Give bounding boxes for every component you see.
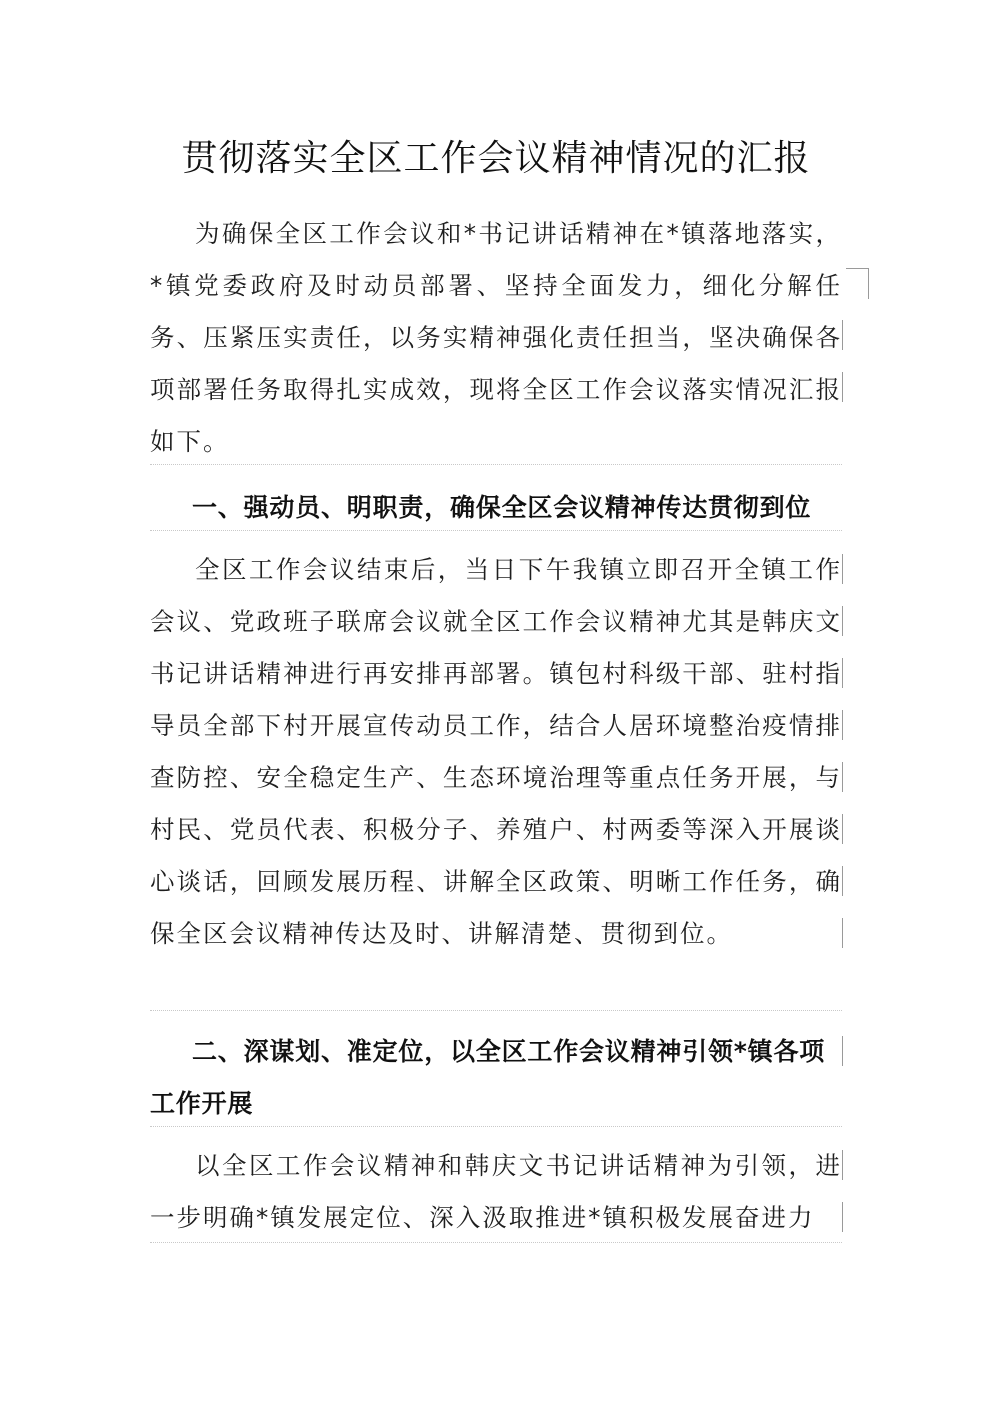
margin-line-mark: [842, 658, 843, 688]
margin-line-mark: [842, 918, 843, 948]
paragraph-divider: [150, 1010, 842, 1011]
section-2-heading: 二、深谋划、准定位，以全区工作会议精神引领*镇各项工作开展: [150, 1037, 826, 1118]
margin-line-mark: [842, 554, 843, 584]
paragraph-divider: [150, 530, 842, 531]
margin-line-mark: [842, 606, 843, 636]
paragraph-divider: [150, 1126, 842, 1127]
margin-line-mark: [842, 710, 843, 740]
margin-line-mark: [842, 1150, 843, 1180]
margin-line-mark: [842, 866, 843, 896]
intro-paragraph: 为确保全区工作会议和*书记讲话精神在*镇落地落实，*镇党委政府及时动员部署、坚持全面发力，细化分解任务、压紧压实责任，以务实精神强化责任担当，坚决确保各项部署任务取得扎实成效，现将全区工作会议落实情况汇报如下。: [150, 219, 842, 456]
margin-line-mark: [842, 1036, 843, 1066]
margin-line-mark: [842, 320, 843, 350]
paragraph-divider: [150, 1242, 842, 1243]
paragraph-divider: [150, 464, 842, 465]
margin-line-mark: [842, 814, 843, 844]
margin-line-mark: [842, 372, 843, 402]
margin-corner-mark: [846, 268, 869, 299]
section-1-body: 全区工作会议结束后，当日下午我镇立即召开全镇工作会议、党政班子联席会议就全区工作会议精神尤其是韩庆文书记讲话精神进行再安排再部署。镇包村科级干部、驻村指导员全部下村开展宣传动员工作，结合人居环境整治疫情排查防控、安全稳定生产、生态环境治理等重点任务开展，与村民、党员代表、积极分子、养殖户、村两委等深入开展谈心谈话，回顾发展历程、讲解全区政策、明晰工作任务，确保全区会议精神传达及时、讲解清楚、贯彻到位。: [150, 555, 842, 948]
section-1-heading: 一、强动员、明职责，确保全区会议精神传达贯彻到位: [192, 493, 812, 522]
margin-line-mark: [842, 762, 843, 792]
section-2-body: 以全区工作会议精神和韩庆文书记讲话精神为引领，进一步明确*镇发展定位、深入汲取推进*镇积极发展奋进力: [150, 1151, 842, 1232]
document-title: 贯彻落实全区工作会议精神情况的汇报: [181, 138, 811, 179]
margin-line-mark: [842, 1202, 843, 1232]
